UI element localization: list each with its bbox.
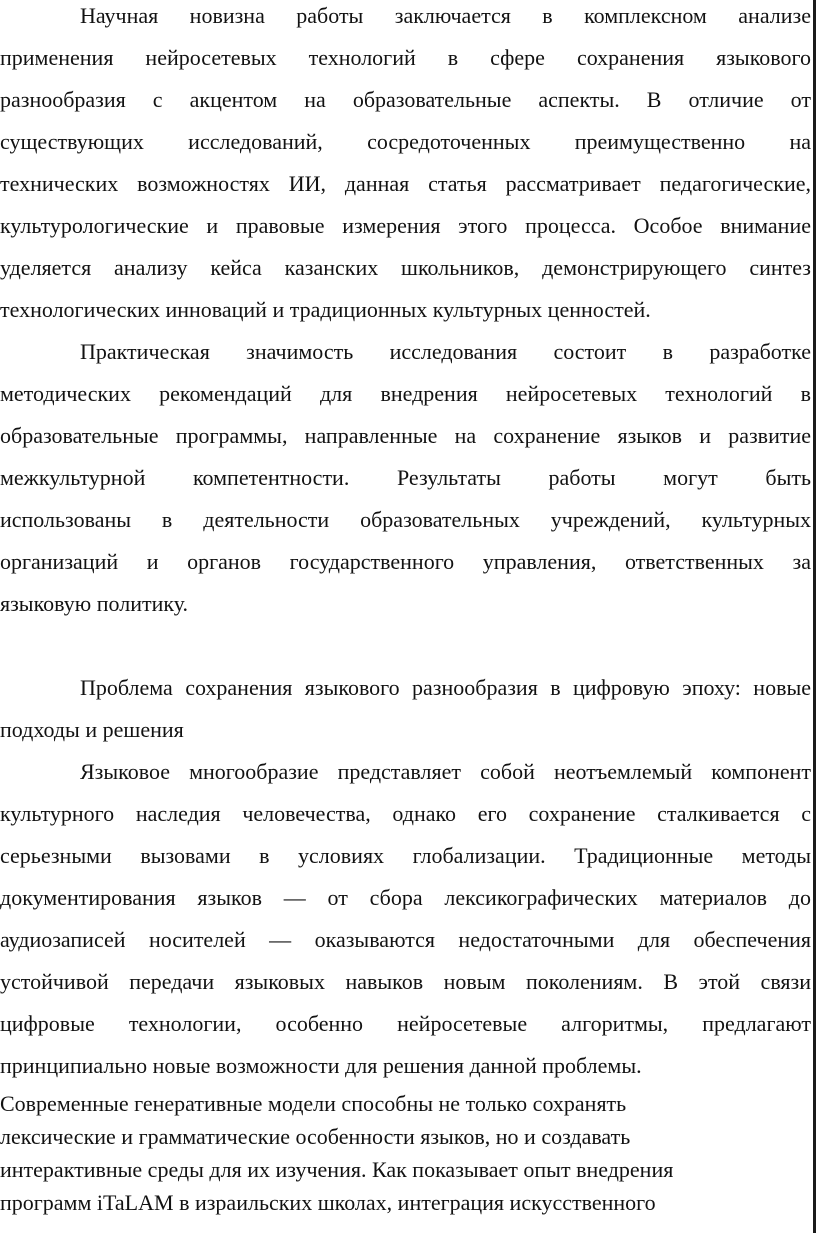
text-line: технологических инноваций и традиционных культурных ценностей. xyxy=(0,297,651,322)
text-line: документирования языков — от сбора лексикографических материалов до xyxy=(0,885,811,910)
paragraph-generative-models xyxy=(0,1087,811,1219)
blank-line xyxy=(0,625,811,667)
text-line: Языковое многообразие представляет собой неотъемлемый компонент xyxy=(80,759,811,784)
text-line: цифровые технологии, особенно нейросетевые алгоритмы, предлагают xyxy=(0,1011,811,1036)
text-line: аудиозаписей носителей — оказываются недостаточными для обеспечения xyxy=(0,927,811,952)
text-line: подходы и решения xyxy=(0,717,184,742)
text-line: программ iTaLAM в израильских школах, интеграция искусственного xyxy=(0,1190,656,1215)
text-line: Проблема сохранения языкового разнообразия в цифровую эпоху: новые xyxy=(80,675,811,700)
text-line: принципиально новые возможности для решения данной проблемы. xyxy=(0,1053,642,1078)
text-line: Научная новизна работы заключается в комплексном анализе xyxy=(80,3,811,28)
text-line: языковую политику. xyxy=(0,591,189,616)
text-line: интерактивные среды для их изучения. Как показывает опыт внедрения xyxy=(0,1157,674,1182)
text-line: уделяется анализу кейса казанских школьников, демонстрирующего синтез xyxy=(0,255,811,280)
text-line: разнообразия с акцентом на образовательные аспекты. В отличие от xyxy=(0,87,811,112)
text-line: культурологические и правовые измерения этого процесса. Особое внимание xyxy=(0,213,811,238)
text-line: лексические и грамматические особенности языков, но и создавать xyxy=(0,1124,631,1149)
text-line: устойчивой передачи языковых навыков новым поколениям. В этой связи xyxy=(0,969,811,994)
text-line: Практическая значимость исследования состоит в разработке xyxy=(80,339,811,364)
text-line: Современные генеративные модели способны не только сохранять xyxy=(0,1091,627,1116)
paragraph-scientific-novelty xyxy=(0,0,811,331)
text-line: методических рекомендаций для внедрения нейросетевых технологий в xyxy=(0,381,811,406)
text-line: организаций и органов государственного управления, ответственных за xyxy=(0,549,811,574)
paragraph-section-heading xyxy=(0,667,811,751)
text-line: существующих исследований, сосредоточенных преимущественно на xyxy=(0,129,811,154)
text-line: образовательные программы, направленные на сохранение языков и развитие xyxy=(0,423,811,448)
paragraph-practical-significance xyxy=(0,331,811,625)
text-line: серьезными вызовами в условиях глобализации. Традиционные методы xyxy=(0,843,811,868)
paragraph-language-diversity xyxy=(0,751,811,1087)
text-line: технических возможностях ИИ, данная статья рассматривает педагогические, xyxy=(0,171,811,196)
text-line: использованы в деятельности образовательных учреждений, культурных xyxy=(0,507,811,532)
text-line: применения нейросетевых технологий в сфере сохранения языкового xyxy=(0,45,811,70)
text-line: межкультурной компетентности. Результаты работы могут быть xyxy=(0,465,811,490)
text-line: культурного наследия человечества, однако его сохранение сталкивается с xyxy=(0,801,811,826)
